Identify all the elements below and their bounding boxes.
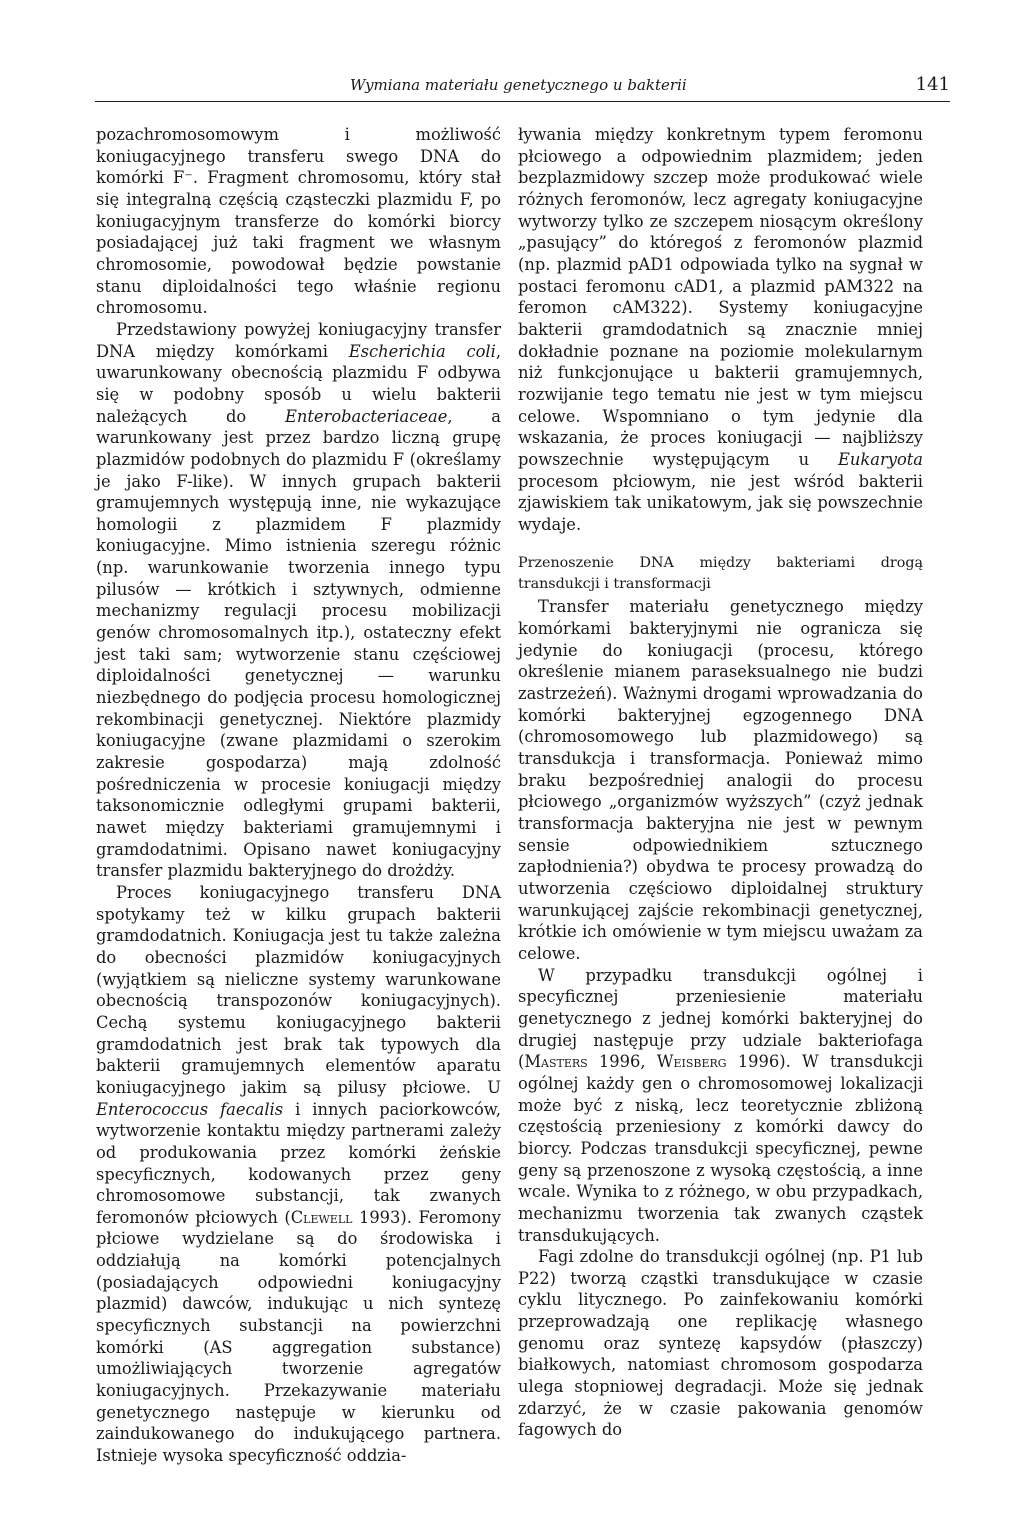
- running-header-title: Wymiana materiału genetycznego u bakterii: [350, 76, 687, 94]
- text-run: Przedstawiony powyżej koniugacyjny transfer DNA między komórkami: [96, 319, 501, 361]
- taxon-name: Eukaryota: [838, 449, 923, 469]
- left-column: [96, 124, 501, 1467]
- citation-author: Weisberg: [656, 1052, 727, 1072]
- paragraph: [96, 319, 501, 882]
- text-run: ływania między konkretnym typem feromonu płciowego a odpowiednim plazmidem; jeden bezplazmidowy szczep może produkować wiele różnych feromonów, lecz agregaty koniugacyjne wytworzy tylko ze szczepem niosącym określony „pasujący” do któregoś z feromonów plazmid (np. plazmid pAD1 odpowiada tylko na sygnał w postaci feromonu cAD1, a plazmid pAM322 na feromon cAM322). Systemy koniugacyjne bakterii gramdodatnich są znacznie mniej dokładnie poznane na poziomie molekularnym niż funkcjonujące u bakterii gramujemnych, rozwijanie tego tematu nie jest w tym miejscu celowe. Wspomniano o tym jedynie dla wskazania, że proces koniugacji — najbliższy powszechnie występującym u: [518, 125, 923, 469]
- text-run: 1996,: [587, 1052, 657, 1072]
- text-run: 1993). Feromony płciowe wydzielane są do środowiska i oddziałują na komórki potencjalnych (posiadających odpowiedni koniugacyjny plazmid) dawców, indukując u nich syntezę specyficznych substancji na powierzchni komórki (AS aggregation substance) umożliwiających tworzenie agregatów koniugacyjnych. Przekazywanie materiału genetycznego następuje w kierunku od zaindukowanego do indukującego partnera. Istnieje wysoka specyficzność oddzia-: [96, 1207, 501, 1466]
- citation-author: Clewell: [290, 1207, 353, 1227]
- header-rule: [95, 101, 950, 102]
- running-header: [95, 76, 950, 102]
- citation-author: Masters: [524, 1052, 588, 1072]
- text-run: i innych paciorkowców, wytworzenie kontaktu między partnerami zależy od produkowania przez komórki żeńskie specyficznych, kodowanych przez geny chromosomowe substancji, tak zwanych feromonów płciowych (: [96, 1099, 501, 1227]
- page-number: 141: [915, 74, 950, 95]
- paragraph: [96, 882, 501, 1467]
- species-name: Enterococcus faecalis: [96, 1099, 284, 1119]
- species-name: Escherichia coli: [348, 341, 496, 361]
- text-run: 1996). W transdukcji ogólnej każdy gen o chromosomowej lokalizacji może być z niską, lecz teoretycznie zbliżoną częstością przeniesiony z komórki dawcy do biorcy. Podczas transdukcji specyficznej, pewne geny są przenoszone z wysoką częstością, a inne wcale. Wynika to z różnego, w obu przypadkach, mechanizmu tworzenia tak zwanych cząstek transdukujących.: [518, 1052, 923, 1245]
- taxon-name: Enterobacteriaceae: [284, 406, 448, 426]
- text-run: , uwarunkowany obecnością plazmidu F odbywa się w podobny sposób u wielu bakterii należących do: [96, 341, 501, 426]
- text-run: W przypadku transdukcji ogólnej i specyficznej przeniesienie materiału genetycznego z jednej komórki bakteryjnej do drugiej następuje przy udziale bakteriofaga (: [518, 965, 923, 1072]
- paragraph: Transfer materiału genetycznego między komórkami bakteryjnymi nie ogranicza się jedynie do koniugacji (procesu, którego określenie mianem paraseksualnego nie budzi zastrzeżeń). Ważnymi drogami wprowadzania do komórki bakteryjnej egzogennego DNA (chromosomowego lub plazmidowego) są transdukcja i transformacja. Ponieważ mimo braku bezpośredniej analogii do procesu płciowego „organizmów wyższych” (czyż jednak transformacja bakteryjna nie jest w pewnym sensie odpowiednikiem sztucznego zapłodnienia?) obydwa te procesy prowadzą do utworzenia częściowo diploidalnej struktury warunkującej zajście rekombinacji genetycznej, krótkie ich omówienie w tym miejscu uważam za celowe.: [518, 597, 923, 963]
- paragraph: [518, 124, 923, 535]
- paragraph: Fagi zdolne do transdukcji ogólnej (np. P1 lub P22) tworzą cząstki transdukujące w czasie cyklu litycznego. Po zainfekowaniu komórki przeprowadzają one replikację własnego genomu oraz syntezę kapsydów (płaszczy) białkowych, natomiast chromosom gospodarza ulega stopniowej degradacji. Może się jednak zdarzyć, że w czasie pakowania genomów fagowych do: [518, 1247, 923, 1440]
- paragraph: pozachromosomowym i możliwość koniugacyjnego transferu swego DNA do komórki F⁻. Fragment chromosomu, który stał się integralną częścią cząsteczki plazmidu F, po koniugacyjnym transferze do komórki biorcy posiadającej już taki fragment we własnym chromosomie, powodował będzie powstanie stanu diploidalności tego właśnie regionu chromosomu.: [96, 125, 501, 318]
- text-run: , a warunkowany jest przez bardzo liczną grupę plazmidów podobnych do plazmidu F (określamy je jako F-like). W innych grupach bakterii gramujemnych występują inne, nie wykazujące homologii z plazmidem F plazmidy koniugacyjne. Mimo istnienia szeregu różnic (np. warunkowanie tworzenia innego typu pilusów — krótkich i sztywnych, odmienne mechanizmy regulacji procesu mobilizacji genów chromosomalnych itp.), ostateczny efekt jest taki sam; wytworzenie stanu częściowej diploidalności genetycznej — warunku niezbędnego do podjęcia procesu homologicznej rekombinacji genetycznej. Niektóre plazmidy koniugacyjne (zwane plazmidami o szerokim zakresie gospodarza) mają zdolność pośredniczenia w procesie koniugacji między taksonomicznie odległymi grupami bakterii, nawet między bakteriami gramujemnymi i gramdodatnimi. Opisano nawet koniugacyjny transfer plazmidu bakteryjnego do drożdży.: [96, 406, 501, 881]
- right-column: [518, 124, 923, 1441]
- text-run: Proces koniugacyjnego transferu DNA spotykamy też w kilku grupach bakterii gramdodatnich. Koniugacja jest tu także zależna do obecności plazmidów koniugacyjnych (wyjątkiem są nieliczne systemy warunkowane obecnością transpozonów koniugacyjnych). Cechą systemu koniugacyjnego bakterii gramdodatnich jest brak tak typowych dla bakterii gramujemnych elementów aparatu koniugacyjnego jakim są pilusy płciowe. U: [96, 882, 501, 1097]
- section-heading: Przenoszenie DNA między bakteriami drogą transdukcji i transformacji: [518, 555, 923, 593]
- text-run: procesom płciowym, nie jest wśród bakterii zjawiskiem tak unikatowym, jak się powszechnie wydaje.: [518, 471, 923, 534]
- paragraph: [518, 965, 923, 1247]
